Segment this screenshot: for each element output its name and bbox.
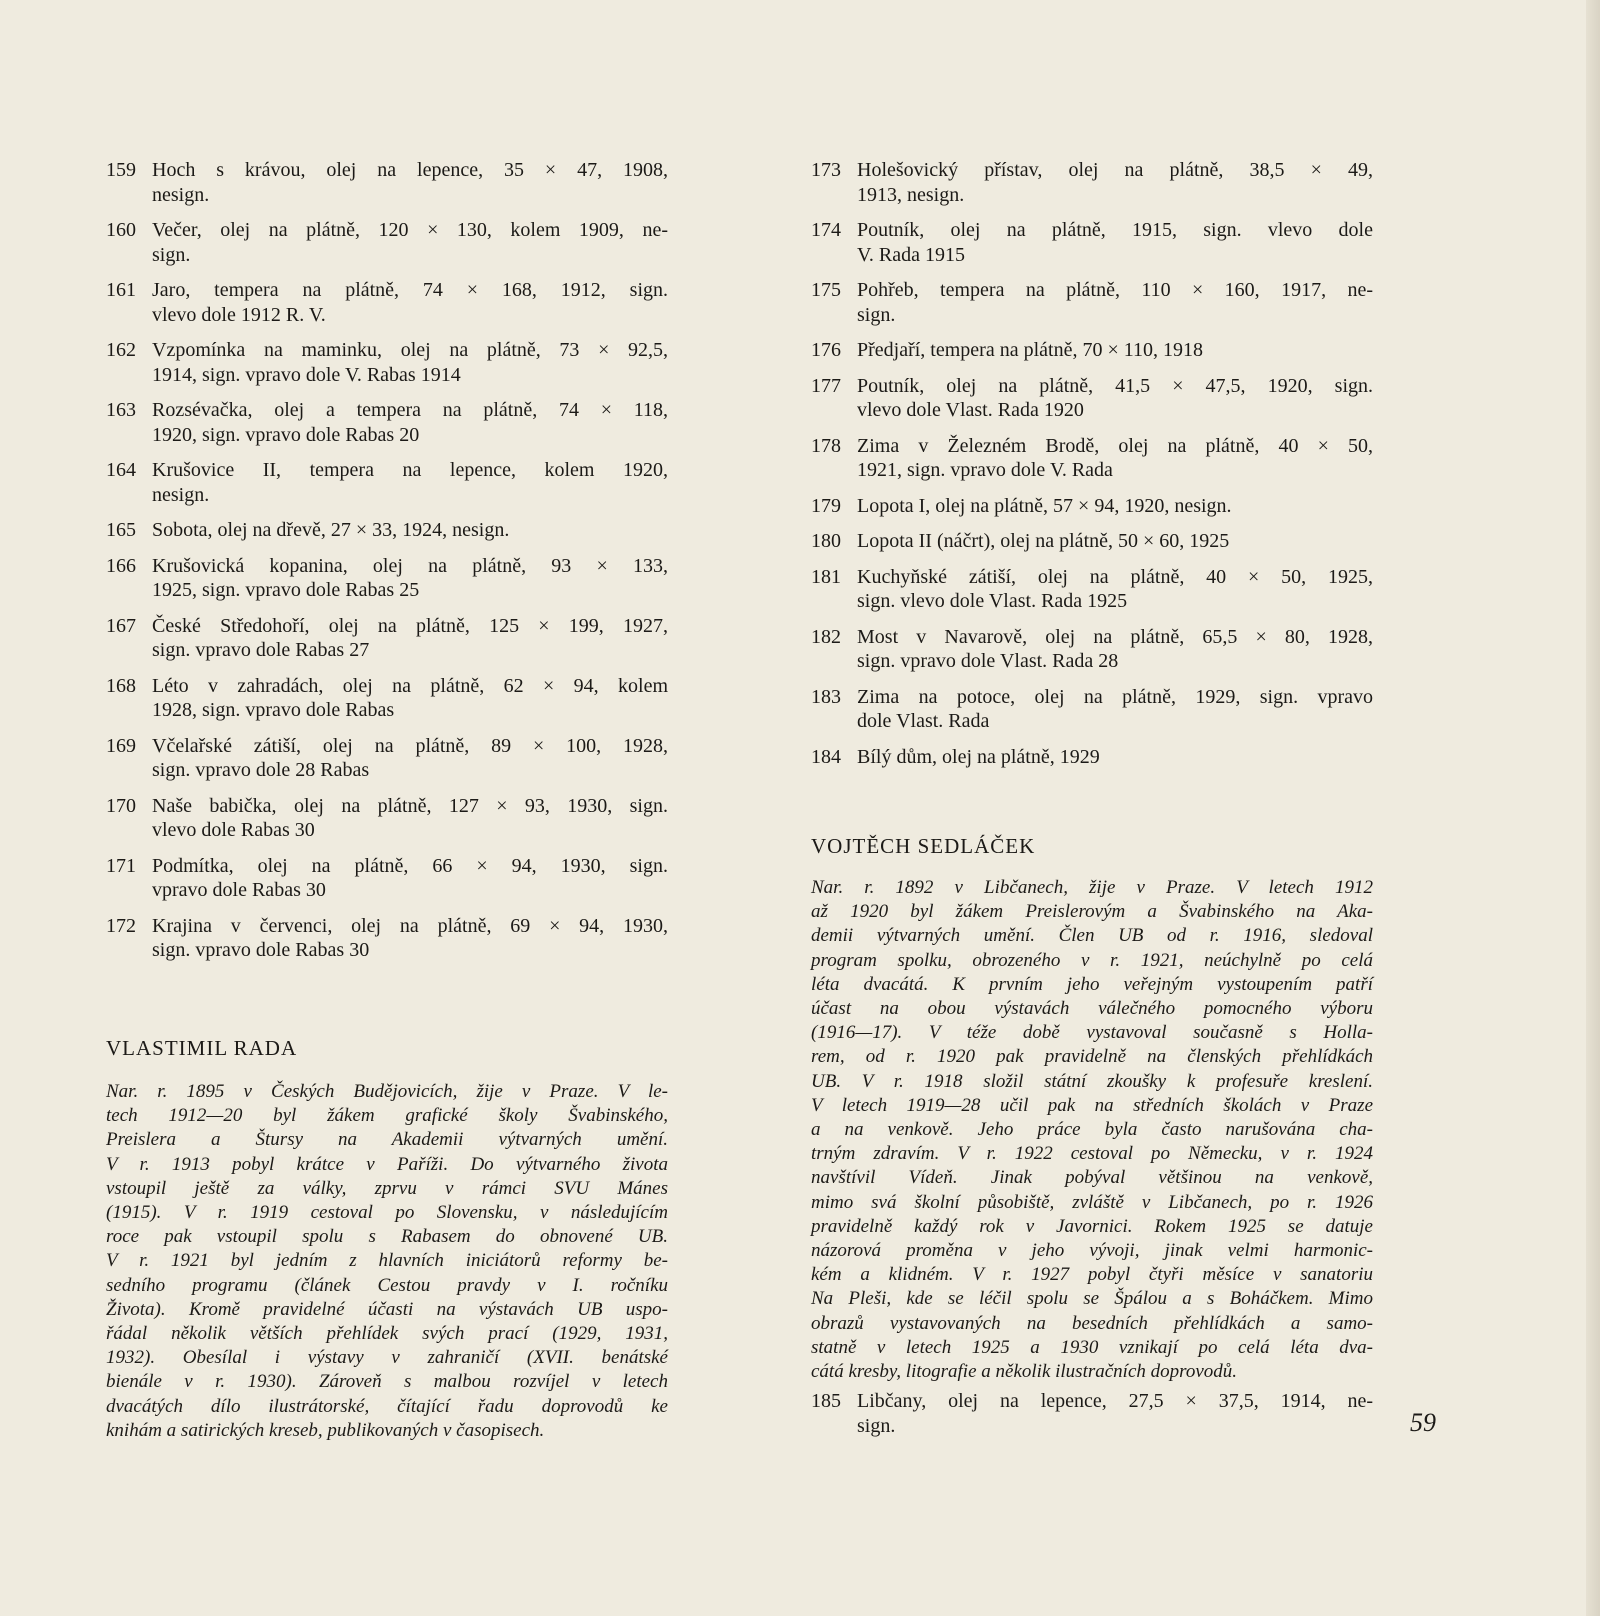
catalog-entry bbox=[106, 554, 676, 603]
catalog-entry bbox=[106, 158, 676, 207]
catalog-entry bbox=[106, 338, 676, 387]
biography-line: Života). Kromě pravidelné účasti na výstavách UB uspo- bbox=[106, 1298, 668, 1320]
biography-vlastimil-rada bbox=[106, 1080, 668, 1443]
entry-text-line: Léto v zahradách, olej na plátně, 62 × 94, kolem bbox=[152, 674, 668, 697]
catalog-entry bbox=[811, 529, 1381, 554]
catalog-entry bbox=[811, 278, 1381, 327]
catalog-entry bbox=[106, 914, 676, 963]
catalog-entry bbox=[811, 494, 1381, 519]
entry-number: 184 bbox=[811, 745, 841, 768]
biography-line: Nar. r. 1895 v Českých Budějovicích, žije v Praze. V le- bbox=[106, 1081, 668, 1102]
entry-number: 166 bbox=[106, 554, 136, 577]
catalog-entry bbox=[106, 794, 676, 843]
catalog-column-right bbox=[811, 158, 1381, 780]
catalog-entry bbox=[811, 685, 1381, 734]
entry-text-line: Naše babička, olej na plátně, 127 × 93, 1930, sign. bbox=[152, 794, 668, 817]
entry-number: 173 bbox=[811, 159, 841, 181]
biography-line: pravidelně každý rok v Javornici. Rokem 1925 se datuje bbox=[811, 1215, 1373, 1237]
entry-text-line: Poutník, olej na plátně, 1915, sign. vlevo dole bbox=[857, 219, 1373, 241]
catalog-entry bbox=[106, 854, 676, 903]
catalog-entry bbox=[811, 565, 1381, 614]
entry-text-line: Podmítka, olej na plátně, 66 × 94, 1930, sign. bbox=[152, 854, 668, 877]
biography-line: V r. 1921 byl jedním z hlavních iniciátorů reformy be- bbox=[106, 1250, 668, 1272]
entry-text-line: Hoch s krávou, olej na lepence, 35 × 47, 1908, bbox=[152, 159, 668, 181]
entry-text-line: Lopota I, olej na plátně, 57 × 94, 1920, nesign. bbox=[857, 494, 1232, 517]
entry-text-line: sign. vlevo dole Vlast. Rada 1925 bbox=[857, 590, 1128, 612]
catalog-entry bbox=[106, 398, 676, 447]
entry-number: 168 bbox=[106, 674, 136, 697]
entry-text-line: nesign. bbox=[152, 183, 210, 206]
entry-text-line: Zima v Železném Brodě, olej na plátně, 40 × 50, bbox=[857, 434, 1373, 457]
biography-line: názorová proměna v jeho vývoji, jinak velmi harmonic- bbox=[811, 1240, 1373, 1262]
entry-text-line: Vzpomínka na maminku, olej na plátně, 73 × 92,5, bbox=[152, 339, 668, 361]
entry-text-line: 1921, sign. vpravo dole V. Rada bbox=[857, 459, 1113, 481]
entry-text-line: 1913, nesign. bbox=[857, 183, 965, 206]
entry-text-line: Bílý dům, olej na plátně, 1929 bbox=[857, 745, 1100, 768]
entry-number: 177 bbox=[811, 374, 841, 397]
entry-number: 183 bbox=[811, 685, 841, 708]
entry-text-line: Jaro, tempera na plátně, 74 × 168, 1912, sign. bbox=[152, 279, 668, 301]
entry-text-line: Lopota II (náčrt), olej na plátně, 50 × 60, 1925 bbox=[857, 530, 1230, 552]
entry-number: 182 bbox=[811, 625, 841, 648]
biography-line: tech 1912—20 byl žákem grafické školy Švabinského, bbox=[106, 1105, 668, 1127]
entry-text-line: sign. vpravo dole Rabas 30 bbox=[152, 939, 370, 961]
biography-line: cátá kresby, litografie a několik ilustračních doprovodů. bbox=[811, 1361, 1238, 1383]
entry-number: 185 bbox=[811, 1390, 841, 1412]
biography-line: až 1920 byl žákem Preislerovým a Švabinského na Aka- bbox=[811, 901, 1373, 923]
catalog-entry bbox=[106, 458, 676, 507]
biography-line: statně v letech 1925 a 1930 vznikají po celá léta dva- bbox=[811, 1336, 1373, 1358]
entry-number: 176 bbox=[811, 339, 841, 361]
entry-number: 167 bbox=[106, 614, 136, 637]
entry-text-line: V. Rada 1915 bbox=[857, 243, 965, 266]
catalog-entry bbox=[811, 625, 1381, 674]
biography-line: (1916—17). V téže době vystavoval současně s Holla- bbox=[811, 1022, 1373, 1044]
entry-text-line: Libčany, olej na lepence, 27,5 × 37,5, 1914, ne- bbox=[857, 1390, 1373, 1412]
entry-number: 180 bbox=[811, 530, 841, 552]
biography-line: léta dvacátá. K prvním jeho veřejným vystoupením patří bbox=[811, 973, 1373, 995]
biography-line: obrazů vystavovaných na besedních přehlídkách a samo- bbox=[811, 1312, 1373, 1334]
catalog-entry bbox=[811, 434, 1381, 483]
entry-text-line: Poutník, olej na plátně, 41,5 × 47,5, 1920, sign. bbox=[857, 374, 1373, 397]
biography-line: knihám a satirických kreseb, publikovaných v časopisech. bbox=[106, 1419, 545, 1441]
entry-text-line: 1928, sign. vpravo dole Rabas bbox=[152, 699, 395, 721]
entry-text-line: Krušovice II, tempera na lepence, kolem 1920, bbox=[152, 459, 668, 481]
catalog-entry bbox=[811, 1389, 1381, 1438]
entry-number: 174 bbox=[811, 219, 841, 241]
catalog-entry bbox=[106, 734, 676, 783]
entry-text-line: Včelařské zátiší, olej na plátně, 89 × 100, 1928, bbox=[152, 734, 668, 757]
catalog-entry bbox=[811, 218, 1381, 267]
biography-line: řádal několik větších přehlídek svých prací (1929, 1931, bbox=[106, 1323, 668, 1345]
entry-text-line: Holešovický přístav, olej na plátně, 38,5 × 49, bbox=[857, 159, 1373, 181]
entry-number: 181 bbox=[811, 565, 841, 588]
catalog-entry bbox=[811, 158, 1381, 207]
biography-line: 1932). Obesílal i výstavy v zahraničí (XVII. benátské bbox=[106, 1347, 668, 1369]
entry-number: 169 bbox=[106, 734, 136, 757]
biography-line: vstoupil ještě za války, zprvu v rámci SVU Mánes bbox=[106, 1177, 668, 1199]
catalog-entry bbox=[106, 278, 676, 327]
entry-number: 159 bbox=[106, 159, 136, 181]
entry-number: 171 bbox=[106, 854, 136, 877]
catalog-entry bbox=[106, 518, 676, 543]
entry-number: 160 bbox=[106, 219, 136, 241]
page-number: 59 bbox=[1410, 1408, 1436, 1437]
entry-text-line: 1914, sign. vpravo dole V. Rabas 1914 bbox=[152, 363, 461, 386]
entry-text-line: 1920, sign. vpravo dole Rabas 20 bbox=[152, 423, 420, 446]
entry-number: 162 bbox=[106, 339, 136, 361]
entry-text-line: sign. vpravo dole Vlast. Rada 28 bbox=[857, 650, 1119, 672]
biography-line: program spolku, obrozeného v r. 1921, neúchylně po celá bbox=[811, 949, 1373, 971]
catalog-column-left bbox=[106, 158, 676, 974]
entry-number: 170 bbox=[106, 794, 136, 817]
biography-line: Nar. r. 1892 v Libčanech, žije v Praze. V letech 1912 bbox=[811, 877, 1373, 898]
entry-text-line: sign. bbox=[857, 1414, 896, 1437]
entry-number: 163 bbox=[106, 399, 136, 421]
page-edge bbox=[1586, 0, 1600, 1616]
catalog-entry bbox=[811, 338, 1381, 363]
biography-line: dvacátých dílo ilustrátorské, čítající řadu doprovodů ke bbox=[106, 1395, 668, 1417]
entry-text-line: 1925, sign. vpravo dole Rabas 25 bbox=[152, 579, 420, 601]
entry-number: 179 bbox=[811, 494, 841, 517]
entry-text-line: Předjaří, tempera na plátně, 70 × 110, 1918 bbox=[857, 339, 1203, 361]
biography-line: trným zdravím. V r. 1922 cestoval po Německu, v r. 1924 bbox=[811, 1143, 1373, 1165]
entry-text-line: vlevo dole 1912 R. V. bbox=[152, 303, 326, 326]
section-heading-vojtech-sedlacek: VOJTĚCH SEDLÁČEK bbox=[811, 834, 1036, 858]
entry-text-line: sign. bbox=[857, 303, 896, 326]
entry-text-line: Zima na potoce, olej na plátně, 1929, sign. vpravo bbox=[857, 685, 1373, 708]
entry-number: 178 bbox=[811, 434, 841, 457]
biography-line: demii výtvarných umění. Člen UB od r. 1916, sledoval bbox=[811, 925, 1373, 947]
entry-text-line: Večer, olej na plátně, 120 × 130, kolem 1909, ne- bbox=[152, 219, 668, 241]
catalog-entry bbox=[811, 374, 1381, 423]
entry-text-line: Rozsévačka, olej a tempera na plátně, 74 × 118, bbox=[152, 399, 668, 421]
entry-text-line: dole Vlast. Rada bbox=[857, 710, 990, 732]
biography-line: účast na obou výstavách válečného pomocného výboru bbox=[811, 998, 1373, 1020]
entry-text-line: Krajina v červenci, olej na plátně, 69 × 94, 1930, bbox=[152, 914, 668, 937]
entry-text-line: Kuchyňské zátiší, olej na plátně, 40 × 50, 1925, bbox=[857, 565, 1373, 588]
biography-line: V letech 1919—28 učil pak na středních školách v Praze bbox=[811, 1094, 1373, 1116]
biography-line: rem, od r. 1920 pak pravidelně na členských přehlídkách bbox=[811, 1046, 1373, 1068]
biography-line: V r. 1913 pobyl krátce v Paříži. Do výtvarného života bbox=[106, 1153, 668, 1175]
biography-line: a na venkově. Jeho práce byla často narušována cha- bbox=[811, 1119, 1373, 1141]
biography-line: kém a klidném. V r. 1927 pobyl čtyři měsíce v sanatoriu bbox=[811, 1264, 1373, 1286]
biography-line: UB. V r. 1918 složil státní zkoušky k profesuře kreslení. bbox=[811, 1070, 1373, 1092]
entry-text-line: nesign. bbox=[152, 483, 210, 506]
entry-text-line: Krušovická kopanina, olej na plátně, 93 × 133, bbox=[152, 554, 668, 577]
biography-line: roce pak vstoupil spolu s Rabasem do obnovené UB. bbox=[106, 1226, 668, 1248]
entry-text-line: sign. bbox=[152, 243, 191, 266]
entry-number: 161 bbox=[106, 279, 136, 301]
entry-text-line: Sobota, olej na dřevě, 27 × 33, 1924, nesign. bbox=[152, 519, 510, 541]
catalog-entry bbox=[106, 218, 676, 267]
biography-line: sedního programu (článek Cestou pravdy v I. ročníku bbox=[106, 1274, 668, 1296]
entry-text-line: České Středohoří, olej na plátně, 125 × 199, 1927, bbox=[152, 614, 668, 637]
biography-line: bienále v r. 1930). Zároveň s malbou rozvíjel v letech bbox=[106, 1371, 668, 1393]
entry-number: 175 bbox=[811, 279, 841, 301]
entry-number: 164 bbox=[106, 459, 136, 481]
entry-text-line: sign. vpravo dole Rabas 27 bbox=[152, 639, 370, 661]
biography-line: mimo svá školní působiště, zvláště v Libčanech, po r. 1926 bbox=[811, 1191, 1373, 1213]
catalog-entry bbox=[106, 614, 676, 663]
biography-line: (1915). V r. 1919 cestoval po Slovensku, v následujícím bbox=[106, 1202, 668, 1224]
entry-number: 172 bbox=[106, 914, 136, 937]
biography-line: Preislera a Štursy na Akademii výtvarných umění. bbox=[106, 1129, 668, 1151]
entry-text-line: sign. vpravo dole 28 Rabas bbox=[152, 759, 370, 781]
biography-vojtech-sedlacek bbox=[811, 876, 1373, 1384]
entry-text-line: vlevo dole Rabas 30 bbox=[152, 819, 315, 841]
biography-line: navštívil Vídeň. Jinak pobýval většinou na venkově, bbox=[811, 1167, 1373, 1189]
catalog-entry bbox=[106, 674, 676, 723]
entry-text-line: Pohřeb, tempera na plátně, 110 × 160, 1917, ne- bbox=[857, 279, 1373, 301]
catalog-entries-sedlacek bbox=[811, 1389, 1381, 1449]
entry-text-line: Most v Navarově, olej na plátně, 65,5 × 80, 1928, bbox=[857, 625, 1373, 648]
catalog-entry bbox=[811, 745, 1381, 770]
biography-line: Na Pleši, kde se léčil spolu se Špálou a s Boháčkem. Mimo bbox=[811, 1288, 1373, 1310]
section-heading-vlastimil-rada: VLASTIMIL RADA bbox=[106, 1036, 298, 1060]
entry-text-line: vlevo dole Vlast. Rada 1920 bbox=[857, 399, 1084, 421]
entry-text-line: vpravo dole Rabas 30 bbox=[152, 879, 326, 901]
entry-number: 165 bbox=[106, 519, 136, 541]
